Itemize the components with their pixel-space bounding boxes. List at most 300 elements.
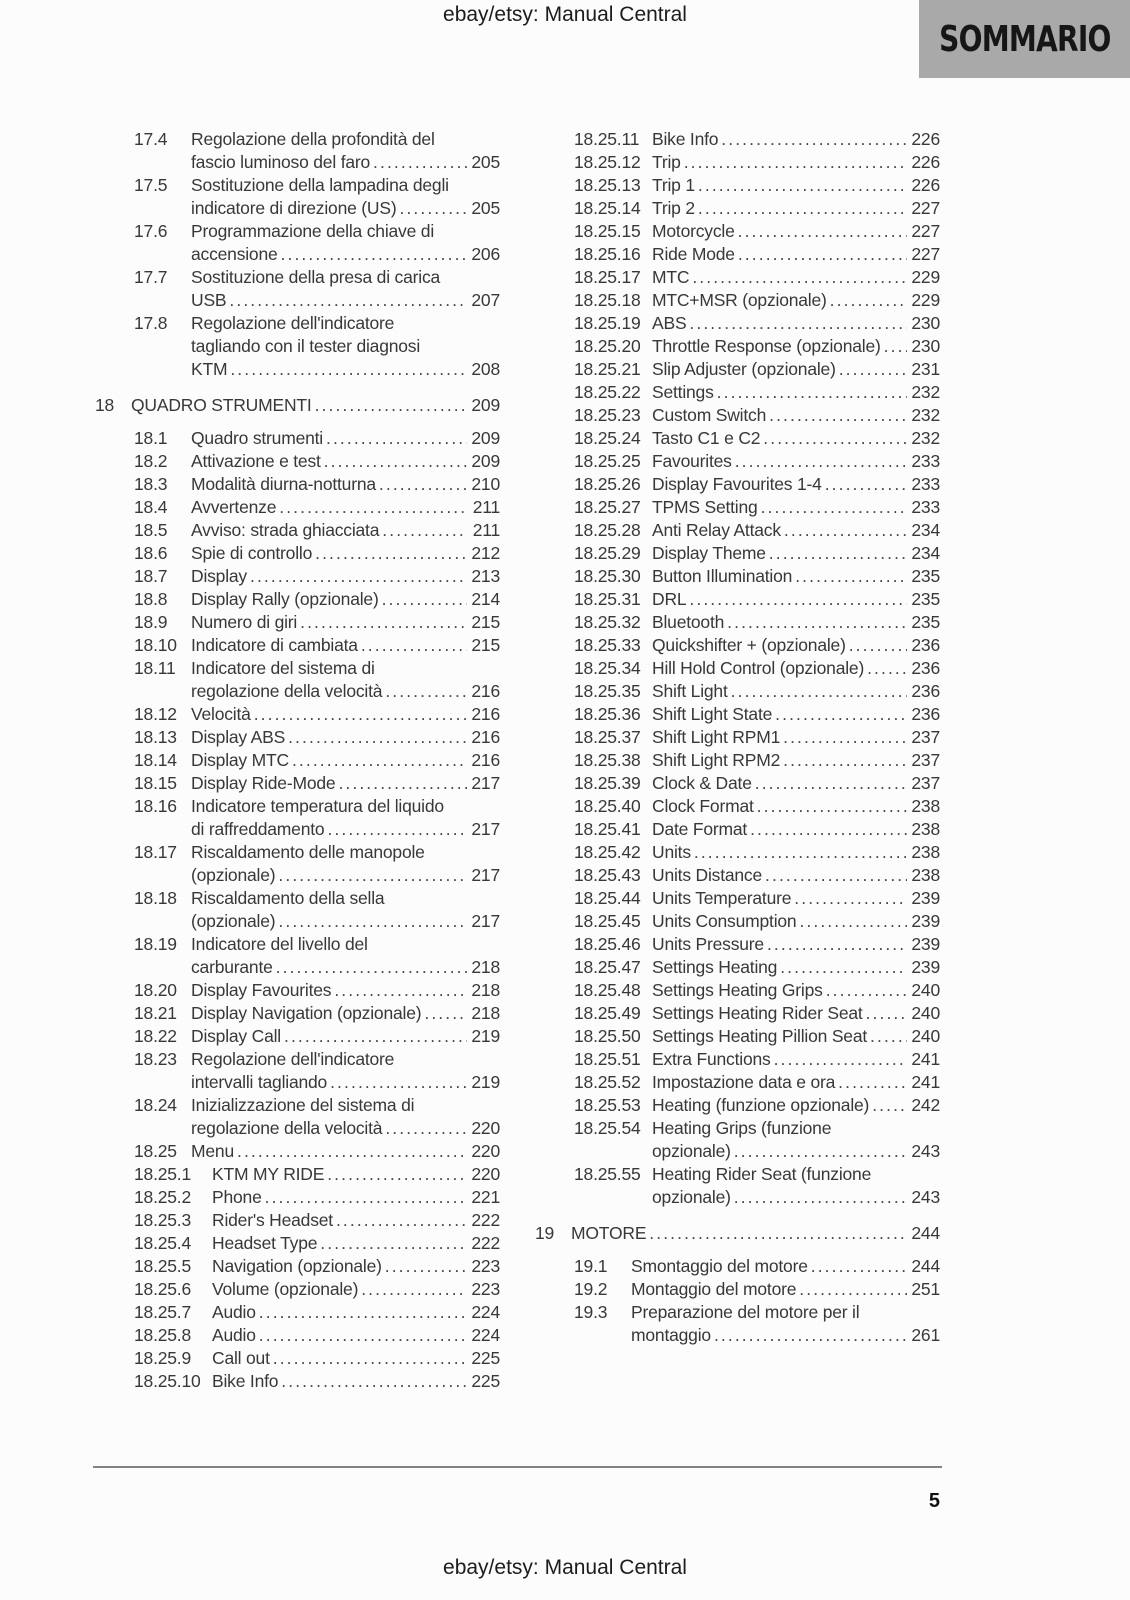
toc-page-number: 214 bbox=[471, 589, 500, 609]
toc-entry bbox=[134, 588, 500, 611]
toc-entry-title: Numero di giri ..... 215 bbox=[191, 611, 500, 634]
toc-entry-title: Smontaggio del motore ..... 244 bbox=[631, 1255, 940, 1278]
toc-page-number: 238 bbox=[911, 796, 940, 816]
toc-page-number: 236 bbox=[911, 635, 940, 655]
toc-page-number: 211 bbox=[472, 497, 500, 517]
toc-entry bbox=[134, 220, 500, 266]
toc-page-number: 206 bbox=[471, 244, 500, 264]
toc-entry bbox=[574, 611, 940, 634]
toc-entry bbox=[134, 1140, 500, 1163]
toc-entry-number: 18.14 bbox=[134, 750, 177, 770]
toc-entry-title: Heating (funzione opzionale) ..... 242 bbox=[652, 1094, 940, 1117]
toc-page-number: 232 bbox=[911, 382, 940, 402]
toc-entry-title: Indicatore temperatura del liquido di raffreddamento ..... 217 bbox=[191, 795, 500, 841]
toc-entry-number: 18.25.50 bbox=[574, 1026, 641, 1046]
toc-entry-title: Custom Switch ..... 232 bbox=[652, 404, 940, 427]
toc-entry bbox=[134, 266, 500, 312]
toc-entry-title: Clock Format ..... 238 bbox=[652, 795, 940, 818]
dot-leader bbox=[259, 1301, 467, 1324]
toc-entry-number: 18.25.1 bbox=[134, 1164, 191, 1184]
toc-page-number: 216 bbox=[471, 681, 500, 701]
dot-leader bbox=[684, 151, 907, 174]
toc-entry-number: 18.13 bbox=[134, 727, 177, 747]
dot-leader bbox=[276, 956, 467, 979]
toc-entry-number: 18.25.14 bbox=[574, 198, 641, 218]
toc-entry-title: Shift Light RPM1 ..... 237 bbox=[652, 726, 940, 749]
dot-leader bbox=[327, 1163, 467, 1186]
dot-leader bbox=[830, 289, 907, 312]
toc-entry-title: Indicatore del livello del carburante ..... 218 bbox=[191, 933, 500, 979]
toc-entry-title: Regolazione dell'indicatore intervalli tagliando ..... 219 bbox=[191, 1048, 500, 1094]
toc-page-number: 241 bbox=[911, 1072, 940, 1092]
toc-entry-title: KTM MY RIDE ..... 220 bbox=[212, 1163, 500, 1186]
toc-entry-number: 18.12 bbox=[134, 704, 177, 724]
toc-page-number: 207 bbox=[471, 290, 500, 310]
toc-page-number: 236 bbox=[911, 681, 940, 701]
toc-page-number: 232 bbox=[911, 405, 940, 425]
toc-entry bbox=[574, 358, 940, 381]
toc-entry-number: 18.25.9 bbox=[134, 1348, 191, 1368]
toc-entry-number: 18.25.11 bbox=[574, 129, 640, 149]
toc-entry bbox=[574, 197, 940, 220]
toc-page-number: 220 bbox=[471, 1141, 500, 1161]
toc-entry-number: 18.25.13 bbox=[574, 175, 641, 195]
toc-entry-title: Bike Info ..... 225 bbox=[212, 1370, 500, 1393]
toc-entry bbox=[134, 1163, 500, 1186]
toc-entry bbox=[574, 703, 940, 726]
toc-entry-number: 18.17 bbox=[134, 842, 177, 862]
toc-entry-title: Clock & Date ..... 237 bbox=[652, 772, 940, 795]
toc-entry-number: 18.25.31 bbox=[574, 589, 641, 609]
toc-page-number: 235 bbox=[911, 612, 940, 632]
toc-entry-number: 18.4 bbox=[134, 497, 168, 517]
toc-entry-number: 18.25.40 bbox=[574, 796, 641, 816]
toc-entry bbox=[574, 335, 940, 358]
toc-entry-number: 18.7 bbox=[134, 566, 168, 586]
toc-entry bbox=[574, 450, 940, 473]
toc-entry-number: 18.25.19 bbox=[574, 313, 641, 333]
toc-entry bbox=[134, 1186, 500, 1209]
toc-page-number: 215 bbox=[471, 612, 500, 632]
toc-entry-number: 18.25.7 bbox=[134, 1302, 191, 1322]
toc-page-number: 239 bbox=[911, 934, 940, 954]
toc-entry-number: 18.25.3 bbox=[134, 1210, 191, 1230]
toc-entry-title: Riscaldamento della sella (opzionale) ..... 217 bbox=[191, 887, 500, 933]
dot-leader bbox=[385, 1117, 467, 1140]
toc-entry-title: MOTORE ..... 244 bbox=[571, 1222, 940, 1245]
toc-entry bbox=[574, 128, 940, 151]
toc-entry-title: Button Illumination ..... 235 bbox=[652, 565, 940, 588]
toc-entry-number: 18.25.37 bbox=[574, 727, 641, 747]
toc-entry bbox=[134, 1255, 500, 1278]
toc-entry bbox=[574, 979, 940, 1002]
dot-leader bbox=[385, 680, 467, 703]
toc-entry-number: 18.25.4 bbox=[134, 1233, 191, 1253]
toc-entry-title: Display Rally (opzionale) ..... 214 bbox=[191, 588, 500, 611]
toc-entry bbox=[574, 749, 940, 772]
toc-entry bbox=[574, 381, 940, 404]
toc-entry bbox=[134, 933, 500, 979]
toc-entry bbox=[574, 266, 940, 289]
toc-entry bbox=[134, 1370, 500, 1393]
dot-leader bbox=[872, 1094, 907, 1117]
toc-entry bbox=[535, 1222, 940, 1245]
toc-entry bbox=[574, 312, 940, 335]
toc-entry bbox=[574, 887, 940, 910]
toc-entry-number: 18.25.47 bbox=[574, 957, 641, 977]
sommario-tab bbox=[919, 0, 1130, 78]
toc-entry bbox=[134, 473, 500, 496]
toc-entry-number: 18.25.15 bbox=[574, 221, 641, 241]
toc-entry bbox=[574, 565, 940, 588]
toc-page-number: 229 bbox=[911, 267, 940, 287]
toc-entry-title: Attivazione e test ..... 209 bbox=[191, 450, 500, 473]
toc-entry-title: Preparazione del motore per il montaggio ..... 261 bbox=[631, 1301, 940, 1347]
toc-entry-number: 18.25.55 bbox=[574, 1164, 641, 1184]
toc-entry-number: 18.22 bbox=[134, 1026, 177, 1046]
toc-page-number: 223 bbox=[471, 1256, 500, 1276]
toc-entry-number: 18.1 bbox=[134, 428, 168, 448]
toc-entry bbox=[134, 634, 500, 657]
dot-leader bbox=[755, 772, 907, 795]
toc-entry-number: 18.25.28 bbox=[574, 520, 641, 540]
toc-page-number: 216 bbox=[471, 704, 500, 724]
dot-leader bbox=[692, 266, 907, 289]
dot-leader bbox=[336, 1209, 467, 1232]
toc-entry bbox=[134, 611, 500, 634]
toc-entry-number: 17.4 bbox=[134, 129, 168, 149]
dot-leader bbox=[826, 979, 907, 1002]
toc-entry-number: 18.25.23 bbox=[574, 405, 641, 425]
dot-leader bbox=[849, 634, 907, 657]
toc-page-number: 230 bbox=[911, 336, 940, 356]
toc-page-number: 212 bbox=[471, 543, 500, 563]
toc-entry-title: Menu ..... 220 bbox=[191, 1140, 500, 1163]
toc-entry-title: Units Pressure ..... 239 bbox=[652, 933, 940, 956]
toc-page-number: 227 bbox=[911, 221, 940, 241]
toc-entry-title: Settings Heating Rider Seat ..... 240 bbox=[652, 1002, 940, 1025]
toc-entry-number: 18.5 bbox=[134, 520, 168, 540]
toc-entry bbox=[134, 1048, 500, 1094]
toc-entry-title: Inizializzazione del sistema di regolazione della velocità ..... 220 bbox=[191, 1094, 500, 1140]
dot-leader bbox=[839, 358, 907, 381]
toc-entry bbox=[134, 1301, 500, 1324]
dot-leader bbox=[315, 542, 467, 565]
toc-entry-title: Indicatore del sistema di regolazione della velocità ..... 216 bbox=[191, 657, 500, 703]
toc-page-number: 217 bbox=[471, 911, 500, 931]
toc-entry-number: 18.25.26 bbox=[574, 474, 641, 494]
toc-page-number: 238 bbox=[911, 842, 940, 862]
toc-entry-title: Favourites ..... 233 bbox=[652, 450, 940, 473]
toc-entry bbox=[134, 749, 500, 772]
toc-entry-number: 18.25.17 bbox=[574, 267, 641, 287]
toc-entry-number: 18.25.43 bbox=[574, 865, 641, 885]
toc-entry-title: Riscaldamento delle manopole (opzionale) ..... 217 bbox=[191, 841, 500, 887]
toc-page-number: 213 bbox=[471, 566, 500, 586]
toc-entry-number: 18.25.10 bbox=[134, 1371, 201, 1391]
dot-leader bbox=[254, 703, 467, 726]
toc-entry-title: Heating Grips (funzione opzionale) ..... 243 bbox=[652, 1117, 940, 1163]
toc-entry bbox=[134, 1324, 500, 1347]
toc-entry-title: QUADRO STRUMENTI ..... 209 bbox=[131, 394, 500, 417]
dot-leader bbox=[278, 910, 467, 933]
toc-page-number: 225 bbox=[471, 1348, 500, 1368]
toc-entry-number: 18.8 bbox=[134, 589, 168, 609]
dot-leader bbox=[689, 588, 907, 611]
toc-entry-number: 18.25.12 bbox=[574, 152, 641, 172]
dot-leader bbox=[795, 565, 907, 588]
toc-entry-number: 18.15 bbox=[134, 773, 177, 793]
toc-page-number: 231 bbox=[911, 359, 940, 379]
dot-leader bbox=[288, 726, 467, 749]
toc-entry-title: Bluetooth ..... 235 bbox=[652, 611, 940, 634]
toc-entry bbox=[574, 519, 940, 542]
toc-entry bbox=[574, 542, 940, 565]
toc-page-number: 216 bbox=[471, 727, 500, 747]
dot-leader bbox=[767, 933, 907, 956]
toc-page-number: 235 bbox=[911, 589, 940, 609]
toc-entry bbox=[574, 220, 940, 243]
toc-entry bbox=[574, 1255, 940, 1278]
toc-entry-number: 18.25.18 bbox=[574, 290, 641, 310]
toc-entry-number: 19.1 bbox=[574, 1256, 608, 1276]
toc-page-number: 239 bbox=[911, 911, 940, 931]
dot-leader bbox=[717, 381, 907, 404]
toc-entry-number: 19 bbox=[535, 1223, 555, 1243]
toc-entry bbox=[134, 427, 500, 450]
dot-leader bbox=[320, 1232, 467, 1255]
toc-entry-title: Date Format ..... 238 bbox=[652, 818, 940, 841]
dot-leader bbox=[738, 243, 907, 266]
toc-page-number: 211 bbox=[472, 520, 500, 540]
toc-entry-number: 18.11 bbox=[134, 658, 176, 678]
toc-entry-number: 18.19 bbox=[134, 934, 177, 954]
dot-leader bbox=[229, 289, 467, 312]
toc-entry bbox=[574, 588, 940, 611]
toc-entry bbox=[134, 1025, 500, 1048]
toc-entry-title: Montaggio del motore ..... 251 bbox=[631, 1278, 940, 1301]
toc-entry-title: Sostituzione della presa di carica USB ..... 207 bbox=[191, 266, 500, 312]
dot-leader bbox=[783, 726, 907, 749]
dot-leader bbox=[399, 197, 467, 220]
toc-page-number: 237 bbox=[911, 727, 940, 747]
toc-entry bbox=[574, 795, 940, 818]
toc-entry-number: 18.21 bbox=[134, 1003, 177, 1023]
toc-page-number: 239 bbox=[911, 888, 940, 908]
toc-entry bbox=[134, 565, 500, 588]
toc-entry-number: 18.25.30 bbox=[574, 566, 641, 586]
toc-entry-number: 18.25.54 bbox=[574, 1118, 641, 1138]
dot-leader bbox=[649, 1222, 907, 1245]
toc-entry-title: TPMS Setting ..... 233 bbox=[652, 496, 940, 519]
dot-leader bbox=[338, 772, 467, 795]
toc-entry-title: Trip 2 ..... 227 bbox=[652, 197, 940, 220]
toc-entry bbox=[134, 128, 500, 174]
toc-entry bbox=[574, 910, 940, 933]
toc-page-number: 224 bbox=[471, 1302, 500, 1322]
toc-page-number: 241 bbox=[911, 1049, 940, 1069]
toc-entry bbox=[134, 657, 500, 703]
toc-entry-title: Settings Heating Grips ..... 240 bbox=[652, 979, 940, 1002]
toc-page-number: 251 bbox=[911, 1279, 940, 1299]
dot-leader bbox=[838, 1071, 907, 1094]
toc-entry-number: 18.25.8 bbox=[134, 1325, 191, 1345]
toc-page-number: 240 bbox=[911, 980, 940, 1000]
toc-page-number: 238 bbox=[911, 865, 940, 885]
toc-entry-title: Sostituzione della lampadina degli indicatore di direzione (US) ..... 205 bbox=[191, 174, 500, 220]
toc-entry-number: 18.24 bbox=[134, 1095, 177, 1115]
toc-entry-number: 18.25.52 bbox=[574, 1072, 641, 1092]
toc-entry-title: Ride Mode ..... 227 bbox=[652, 243, 940, 266]
dot-leader bbox=[727, 611, 907, 634]
toc-entry-title: Display Navigation (opzionale) ..... 218 bbox=[191, 1002, 500, 1025]
toc-entry-title: ABS ..... 230 bbox=[652, 312, 940, 335]
toc-entry-number: 18.3 bbox=[134, 474, 168, 494]
toc-entry-title: Quadro strumenti ..... 209 bbox=[191, 427, 500, 450]
dot-leader bbox=[774, 1048, 907, 1071]
toc-entry-number: 17.8 bbox=[134, 313, 168, 333]
toc-entry-title: Indicatore di cambiata ..... 215 bbox=[191, 634, 500, 657]
toc-page-number: 225 bbox=[471, 1371, 500, 1391]
toc-entry bbox=[574, 956, 940, 979]
toc-entry-number: 18.18 bbox=[134, 888, 177, 908]
toc-entry-title: Modalità diurna-notturna ..... 210 bbox=[191, 473, 500, 496]
toc-entry-title: Bike Info ..... 226 bbox=[652, 128, 940, 151]
toc-entry bbox=[574, 1071, 940, 1094]
toc-entry-number: 18.10 bbox=[134, 635, 177, 655]
dot-leader bbox=[259, 1324, 467, 1347]
toc-entry bbox=[134, 979, 500, 1002]
dot-leader bbox=[334, 979, 467, 1002]
toc-page-number: 222 bbox=[471, 1233, 500, 1253]
toc-entry-number: 18 bbox=[95, 395, 115, 415]
toc-page-number: 209 bbox=[471, 428, 500, 448]
toc-entry-title: Shift Light State ..... 236 bbox=[652, 703, 940, 726]
dot-leader bbox=[281, 243, 467, 266]
toc-page-number: 215 bbox=[471, 635, 500, 655]
dot-leader bbox=[780, 956, 907, 979]
toc-entry-number: 18.25.36 bbox=[574, 704, 641, 724]
toc-page-number: 243 bbox=[911, 1141, 940, 1161]
toc-entry bbox=[574, 427, 940, 450]
toc-entry-number: 18.23 bbox=[134, 1049, 177, 1069]
dot-leader bbox=[273, 1347, 467, 1370]
toc-entry-number: 18.20 bbox=[134, 980, 177, 1000]
dot-leader bbox=[284, 1025, 467, 1048]
toc-entry-title: Hill Hold Control (opzionale) ..... 236 bbox=[652, 657, 940, 680]
toc-page-number: 242 bbox=[911, 1095, 940, 1115]
toc-entry bbox=[134, 1002, 500, 1025]
toc-entry-title: Impostazione data e ora ..... 241 bbox=[652, 1071, 940, 1094]
toc-entry-title: Units ..... 238 bbox=[652, 841, 940, 864]
toc-entry-number: 18.25.34 bbox=[574, 658, 641, 678]
toc-entry-title: Heating Rider Seat (funzione opzionale) ..... 243 bbox=[652, 1163, 940, 1209]
toc-entry-number: 18.25.2 bbox=[134, 1187, 191, 1207]
toc-entry-number: 18.25.20 bbox=[574, 336, 641, 356]
toc-entry bbox=[574, 1163, 940, 1209]
toc-entry bbox=[574, 473, 940, 496]
dot-leader bbox=[884, 335, 907, 358]
toc-page-number: 230 bbox=[911, 313, 940, 333]
dot-leader bbox=[265, 1186, 467, 1209]
dot-leader bbox=[731, 680, 907, 703]
toc-entry-title: Phone ..... 221 bbox=[212, 1186, 500, 1209]
toc-entry bbox=[134, 1278, 500, 1301]
toc-page-number: 224 bbox=[471, 1325, 500, 1345]
toc-page-number: 205 bbox=[471, 198, 500, 218]
toc-entry bbox=[574, 174, 940, 197]
toc-page-number: 218 bbox=[471, 980, 500, 1000]
toc-page-number: 244 bbox=[911, 1256, 940, 1276]
toc-entry-number: 18.25.33 bbox=[574, 635, 641, 655]
toc-page-number: 237 bbox=[911, 773, 940, 793]
toc-entry-number: 19.2 bbox=[574, 1279, 608, 1299]
toc-entry-number: 18.25.45 bbox=[574, 911, 641, 931]
toc-entry-title: Units Temperature ..... 239 bbox=[652, 887, 940, 910]
toc-entry-number: 18.25.49 bbox=[574, 1003, 641, 1023]
toc-page-number: 218 bbox=[471, 1003, 500, 1023]
toc-page-number: 235 bbox=[911, 566, 940, 586]
toc-entry bbox=[574, 243, 940, 266]
toc-entry-title: Display Favourites ..... 218 bbox=[191, 979, 500, 1002]
toc-entry bbox=[134, 450, 500, 473]
toc-entry-number: 18.2 bbox=[134, 451, 168, 471]
toc-entry-title: Audio ..... 224 bbox=[212, 1324, 500, 1347]
dot-leader bbox=[385, 1255, 467, 1278]
sommario-label: SOMMARIO bbox=[938, 18, 1111, 60]
toc-entry-title: MTC+MSR (opzionale) ..... 229 bbox=[652, 289, 940, 312]
toc-entry-title: Display ABS ..... 216 bbox=[191, 726, 500, 749]
toc-page-number: 222 bbox=[471, 1210, 500, 1230]
dot-leader bbox=[763, 427, 907, 450]
toc-page-number: 233 bbox=[911, 497, 940, 517]
toc-page-number: 234 bbox=[911, 543, 940, 563]
toc-page-number: 220 bbox=[471, 1164, 500, 1184]
toc-page-number: 227 bbox=[911, 244, 940, 264]
toc-entry bbox=[574, 151, 940, 174]
toc-entry-number: 18.25.46 bbox=[574, 934, 641, 954]
dot-leader bbox=[698, 197, 907, 220]
toc-page-number: 244 bbox=[911, 1223, 940, 1243]
toc-entry-title: Navigation (opzionale) ..... 223 bbox=[212, 1255, 500, 1278]
page-number: 5 bbox=[928, 1490, 940, 1512]
dot-leader bbox=[866, 1002, 907, 1025]
toc-entry bbox=[574, 1025, 940, 1048]
toc-entry-title: Display Call ..... 219 bbox=[191, 1025, 500, 1048]
dot-leader bbox=[799, 1278, 907, 1301]
toc-entry-title: Call out ..... 225 bbox=[212, 1347, 500, 1370]
toc-page-number: 226 bbox=[911, 129, 940, 149]
toc-entry-number: 18.25.48 bbox=[574, 980, 641, 1000]
toc-entry bbox=[134, 496, 500, 519]
toc-entry-number: 18.25.24 bbox=[574, 428, 641, 448]
toc-entry bbox=[134, 772, 500, 795]
toc-entry-title: Display MTC ..... 216 bbox=[191, 749, 500, 772]
dot-leader bbox=[327, 818, 467, 841]
toc-page-number: 223 bbox=[471, 1279, 500, 1299]
dot-leader bbox=[738, 220, 907, 243]
dot-leader bbox=[784, 519, 907, 542]
toc-entry-title: Audio ..... 224 bbox=[212, 1301, 500, 1324]
toc-entry bbox=[574, 841, 940, 864]
toc-entry-title: Display Ride-Mode ..... 217 bbox=[191, 772, 500, 795]
toc-entry-number: 18.25.41 bbox=[574, 819, 641, 839]
toc-entry bbox=[574, 289, 940, 312]
toc-entry-number: 17.6 bbox=[134, 221, 168, 241]
toc-page-number: 226 bbox=[911, 175, 940, 195]
toc-entry-number: 17.5 bbox=[134, 175, 168, 195]
toc-entry-title: Volume (opzionale) ..... 223 bbox=[212, 1278, 500, 1301]
